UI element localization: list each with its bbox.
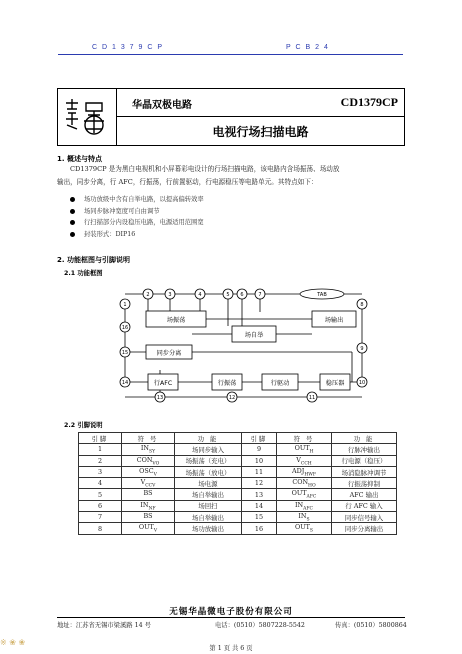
pin-symbol: $OUT_S$ xyxy=(277,523,332,534)
pin-symbol: $IN_{SY}$ xyxy=(122,444,175,455)
label-regulator: 稳压器 xyxy=(325,380,345,387)
pin-number: 12 xyxy=(242,478,277,489)
pin-function: 行脉冲输出 xyxy=(332,444,397,455)
footer-fax: 传真：(0510）5800864 xyxy=(335,622,407,629)
pin-table xyxy=(78,432,397,535)
pin-function: 行电源（稳压） xyxy=(332,455,397,466)
label-field-osc: 场振荡 xyxy=(166,317,186,324)
pin-number: 16 xyxy=(242,523,277,534)
pin-label: 11 xyxy=(308,395,316,401)
pin-label: 16 xyxy=(121,325,129,331)
bullet-icon xyxy=(70,209,75,214)
label-field-out: 场输出 xyxy=(324,317,344,324)
intro-line-2: 输出，同步分离，行 AFC，行振荡，行前置驱动，行电源稳压等电路单元。其特点如下： xyxy=(57,178,318,186)
pin-number: 5 xyxy=(79,489,122,500)
pin-function: 场自举输出 xyxy=(175,489,242,500)
footer-rule xyxy=(57,617,405,618)
pin-function: 场回扫 xyxy=(175,500,242,511)
pin-function: 行 AFC 输入 xyxy=(332,500,397,511)
pin-label: 1 xyxy=(123,302,127,308)
pin-number: 13 xyxy=(242,489,277,500)
bullet-icon xyxy=(70,197,75,202)
pin-function: 场振荡（充电） xyxy=(175,455,242,466)
pin-label: 4 xyxy=(198,292,202,298)
pin-label: 9 xyxy=(360,346,364,352)
table-row xyxy=(79,489,397,500)
header-left: C D 1 3 7 9 C P xyxy=(92,44,164,51)
company-name: 华晶双极电路 xyxy=(132,100,192,111)
pin-number: 14 xyxy=(242,500,277,511)
col-header: 引脚 xyxy=(79,433,122,444)
label-sync-sep: 同步分离 xyxy=(156,350,182,357)
pin-function: 场功放输出 xyxy=(175,523,242,534)
pin-symbol: $OUT_{AFC}$ xyxy=(277,489,332,500)
pin-label: 3 xyxy=(168,292,172,298)
pin-number: 11 xyxy=(242,466,277,477)
pin-number: 15 xyxy=(242,512,277,523)
pin-label: 8 xyxy=(360,302,364,308)
pin-symbol: $OUT_H$ xyxy=(277,444,332,455)
pin-symbol: $CON_{VO}$ xyxy=(122,455,175,466)
pin-function: AFC 输出 xyxy=(332,489,397,500)
pin-number: 6 xyxy=(79,500,122,511)
pin-symbol: $CON_{HO}$ xyxy=(277,478,332,489)
pin-label: 2 xyxy=(146,292,150,298)
bullet-icon xyxy=(70,220,75,225)
table-header-row xyxy=(79,433,397,444)
table-row xyxy=(79,478,397,489)
pin-number: 7 xyxy=(79,512,122,523)
feature-item: 场同步脉冲宽度可自由调节 xyxy=(70,206,204,218)
pin-number: 1 xyxy=(79,444,122,455)
pin-number: 8 xyxy=(79,523,122,534)
pin-label: 12 xyxy=(228,395,236,401)
model-number: CD1379CP xyxy=(340,95,398,109)
label-bootstrap: 场自举 xyxy=(244,332,264,339)
pin-label: 5 xyxy=(226,292,230,298)
table-row xyxy=(79,500,397,511)
title-row xyxy=(117,89,404,117)
section-1-heading: 1. 概述与特点 xyxy=(57,155,102,163)
page-number: 第 1 页 共 6 页 xyxy=(209,645,253,652)
table-row xyxy=(79,466,397,477)
pin-function: 场自举输出 xyxy=(175,512,242,523)
pin-function: 场消隐脉冲调节 xyxy=(332,466,397,477)
pin-label: 6 xyxy=(240,292,244,298)
logo-cell xyxy=(58,89,117,145)
table-row xyxy=(79,444,397,455)
subsection-2-1: 2.1 功能框图 xyxy=(64,270,103,277)
label-h-drive: 行驱动 xyxy=(270,380,290,387)
label-h-osc: 行振荡 xyxy=(217,380,237,387)
pin-function: 场同步输入 xyxy=(175,444,242,455)
col-header: 符 号 xyxy=(277,433,332,444)
col-header: 符 号 xyxy=(122,433,175,444)
pin-number: 3 xyxy=(79,466,122,477)
feature-list xyxy=(70,194,204,240)
section-2-heading: 2. 功能框图与引脚说明 xyxy=(57,256,130,264)
label-tab: TAB xyxy=(317,292,327,298)
intro-line-1: CD1379CP 是为黑白电视机和小屏幕彩电设计的行场扫描电路，该电路内含场振荡、场动放 xyxy=(70,165,340,173)
pin-symbol: $OUT_V$ xyxy=(122,523,175,534)
pin-label: 7 xyxy=(258,292,262,298)
pin-symbol: $IN_S$ xyxy=(277,512,332,523)
footer-address: 地址：江苏省无锡市梁溪路 14 号 xyxy=(57,622,151,629)
label-h-afc: 行AFC xyxy=(153,380,173,387)
pin-label: 13 xyxy=(156,395,164,401)
header-rule xyxy=(58,54,403,55)
pin-label: 10 xyxy=(358,380,366,386)
pin-function: 同步分离输出 xyxy=(332,523,397,534)
pin-symbol: $IN_{NF}$ xyxy=(122,500,175,511)
pin-function: 同步信号输入 xyxy=(332,512,397,523)
pin-number: 9 xyxy=(242,444,277,455)
table-row xyxy=(79,523,397,534)
pin-function: 场振荡（放电） xyxy=(175,466,242,477)
bullet-icon xyxy=(70,232,75,237)
title-block xyxy=(57,88,405,146)
pin-symbol: $ADJ_{HWF}$ xyxy=(277,466,332,477)
pin-symbol: $V_{CCH}$ xyxy=(277,455,332,466)
footer-company: 无锡华晶微电子股份有限公司 xyxy=(169,607,293,617)
pin-number: 4 xyxy=(79,478,122,489)
footer-phone: 电话：(0510）5807228-5542 xyxy=(215,622,305,629)
pin-function: 行振荡抑制 xyxy=(332,478,397,489)
pin-number: 2 xyxy=(79,455,122,466)
col-header: 功 能 xyxy=(175,433,242,444)
table-row xyxy=(79,455,397,466)
pin-symbol: BS xyxy=(122,512,175,523)
subsection-2-2: 2.2 引脚说明 xyxy=(64,422,103,429)
pin-symbol: $V_{CCV}$ xyxy=(122,478,175,489)
header-right: P C B 2 4 xyxy=(286,44,330,51)
pin-number: 10 xyxy=(242,455,277,466)
feature-item: 场功放级中含有自举电路，以提高偏转效率 xyxy=(70,194,204,206)
pin-function: 场电源 xyxy=(175,478,242,489)
document-title: 电视行场扫描电路 xyxy=(212,125,309,139)
block-diagram xyxy=(112,282,382,410)
pin-label: 14 xyxy=(121,380,129,386)
pin-symbol: $IN_{AFC}$ xyxy=(277,500,332,511)
feature-item: 封装形式：DIP16 xyxy=(70,229,204,241)
feature-item: 行扫描部分内设稳压电路，电源适用范围宽 xyxy=(70,217,204,229)
stamp-mark: ※ ❀ ❀ xyxy=(0,638,26,647)
table-row xyxy=(79,512,397,523)
col-header: 引脚 xyxy=(242,433,277,444)
col-header: 功 能 xyxy=(332,433,397,444)
pin-symbol: BS xyxy=(122,489,175,500)
pin-symbol: $OSC_V$ xyxy=(122,466,175,477)
huajing-logo-icon xyxy=(58,89,116,145)
pin-label: 15 xyxy=(121,350,129,356)
